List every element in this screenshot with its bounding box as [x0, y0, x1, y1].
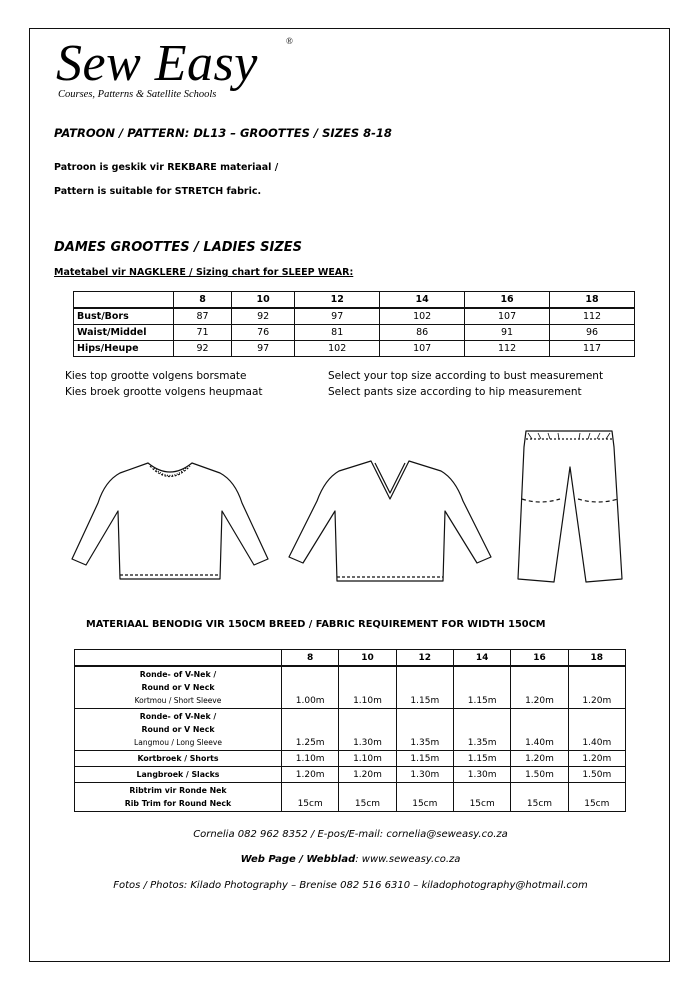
size-header: 10 [339, 650, 396, 667]
label-line: Langbroek / Slacks [136, 770, 220, 779]
note-pants-en: Select pants size according to hip measurement [328, 386, 582, 398]
table-cell: 1.35m [453, 709, 510, 751]
header-blank [74, 292, 174, 309]
fabric-requirement-title: MATERIAAL BENODIG VIR 150CM BREED / FABRIC REQUIREMENT FOR WIDTH 150CM [86, 619, 546, 630]
size-header: 14 [453, 650, 510, 667]
table-cell: 1.15m [453, 666, 510, 709]
label-line: Ribtrim vir Ronde Nek [129, 786, 227, 795]
table-cell: 92 [174, 341, 232, 357]
table-row [75, 767, 626, 783]
table-cell: 1.15m [453, 751, 510, 767]
sizing-table [73, 291, 635, 357]
label-line: Ronde- of V-Nek / [139, 712, 217, 721]
size-header: 16 [465, 292, 550, 309]
note-top-en: Select your top size according to bust measurement [328, 370, 604, 382]
table-cell: 1.10m [282, 751, 339, 767]
row-label [75, 666, 282, 709]
table-cell: 1.00m [282, 666, 339, 709]
stretch-note-af: Patroon is geskik vir REKBARE materiaal / [54, 162, 279, 173]
table-cell: 102 [380, 308, 465, 325]
table-cell: 102 [295, 341, 380, 357]
label-line: Langmou / Long Sleeve [134, 738, 222, 747]
table-cell: 92 [232, 308, 295, 325]
size-header: 12 [396, 650, 453, 667]
row-label [75, 783, 282, 812]
size-header: 10 [232, 292, 295, 309]
table-cell: 15cm [282, 783, 339, 812]
row-label [75, 709, 282, 751]
table-row [75, 666, 626, 709]
registered-mark: ® [286, 36, 293, 46]
stretch-note-en: Pattern is suitable for STRETCH fabric. [54, 186, 262, 197]
table-cell: 1.10m [339, 666, 396, 709]
pattern-sheet [29, 28, 670, 962]
table-row [74, 308, 635, 325]
table-cell: 1.20m [339, 767, 396, 783]
table-cell: 1.20m [568, 666, 625, 709]
sizing-chart-title: Matetabel vir NAGKLERE / Sizing chart for SLEEP WEAR: [54, 267, 354, 278]
table-cell: 1.50m [511, 767, 568, 783]
table-cell: 1.40m [568, 709, 625, 751]
table-cell: 117 [550, 341, 635, 357]
table-cell: 15cm [511, 783, 568, 812]
table-cell: 81 [295, 325, 380, 341]
label-line: Round or V Neck [141, 725, 215, 734]
table-row [75, 751, 626, 767]
row-label: Hips/Heupe [74, 341, 174, 357]
table-cell: 1.30m [453, 767, 510, 783]
table-row [74, 341, 635, 357]
table-row [75, 783, 626, 812]
web-url: : www.seweasy.co.za [355, 854, 461, 865]
table-cell: 1.20m [511, 666, 568, 709]
table-cell: 1.40m [511, 709, 568, 751]
table-cell: 1.50m [568, 767, 625, 783]
size-header: 18 [568, 650, 625, 667]
table-cell: 112 [465, 341, 550, 357]
web-label: Web Page / Webblad [240, 854, 356, 865]
table-cell: 86 [380, 325, 465, 341]
photo-credit: Fotos / Photos: Kilado Photography – Brenise 082 516 6310 – kiladophotography@hotmail.com [113, 880, 588, 891]
table-cell: 71 [174, 325, 232, 341]
table-cell: 1.20m [282, 767, 339, 783]
table-cell: 15cm [339, 783, 396, 812]
table-cell: 1.25m [282, 709, 339, 751]
label-line: Rib Trim for Round Neck [124, 799, 232, 808]
table-cell: 1.20m [511, 751, 568, 767]
label-line: Round or V Neck [141, 683, 215, 692]
table-cell: 15cm [568, 783, 625, 812]
row-label [75, 751, 282, 767]
fabric-table-header [75, 650, 626, 667]
sizing-table-header [74, 292, 635, 309]
round-neck-top-icon [70, 459, 270, 583]
row-label: Bust/Bors [74, 308, 174, 325]
table-row [75, 709, 626, 751]
table-cell: 97 [232, 341, 295, 357]
label-line: Ronde- of V-Nek / [139, 670, 217, 679]
size-header: 8 [282, 650, 339, 667]
table-cell: 96 [550, 325, 635, 341]
table-cell: 76 [232, 325, 295, 341]
table-cell: 1.20m [568, 751, 625, 767]
brand-logo: Sew Easy [56, 35, 258, 92]
table-cell: 91 [465, 325, 550, 341]
fabric-requirement-table [74, 649, 626, 812]
table-cell: 15cm [453, 783, 510, 812]
size-header: 12 [295, 292, 380, 309]
size-header: 14 [380, 292, 465, 309]
label-line: Kortbroek / Shorts [137, 754, 219, 763]
size-header: 18 [550, 292, 635, 309]
table-cell: 1.30m [339, 709, 396, 751]
table-cell: 1.15m [396, 666, 453, 709]
table-cell: 1.35m [396, 709, 453, 751]
size-header: 8 [174, 292, 232, 309]
note-top-af: Kies top grootte volgens borsmate [65, 370, 247, 382]
pants-icon [514, 427, 624, 585]
row-label: Waist/Middel [74, 325, 174, 341]
web-line [30, 854, 671, 865]
row-label [75, 767, 282, 783]
brand-tagline: Courses, Patterns & Satellite Schools [58, 89, 217, 100]
table-cell: 87 [174, 308, 232, 325]
table-cell: 107 [465, 308, 550, 325]
size-header: 16 [511, 650, 568, 667]
table-cell: 1.10m [339, 751, 396, 767]
table-cell: 15cm [396, 783, 453, 812]
pattern-title: PATROON / PATTERN: DL13 – GROOTTES / SIZES 8-18 [54, 126, 392, 140]
sizes-title: DAMES GROOTTES / LADIES SIZES [54, 240, 303, 255]
v-neck-top-icon [285, 457, 495, 585]
table-cell: 1.15m [396, 751, 453, 767]
table-cell: 97 [295, 308, 380, 325]
table-cell: 107 [380, 341, 465, 357]
table-cell: 1.30m [396, 767, 453, 783]
header-blank [75, 650, 282, 667]
table-cell: 112 [550, 308, 635, 325]
contact-line: Cornelia 082 962 8352 / E-pos/E-mail: cornelia@seweasy.co.za [193, 829, 508, 840]
label-line: Kortmou / Short Sleeve [134, 696, 222, 705]
note-pants-af: Kies broek grootte volgens heupmaat [65, 386, 263, 398]
table-row [74, 325, 635, 341]
